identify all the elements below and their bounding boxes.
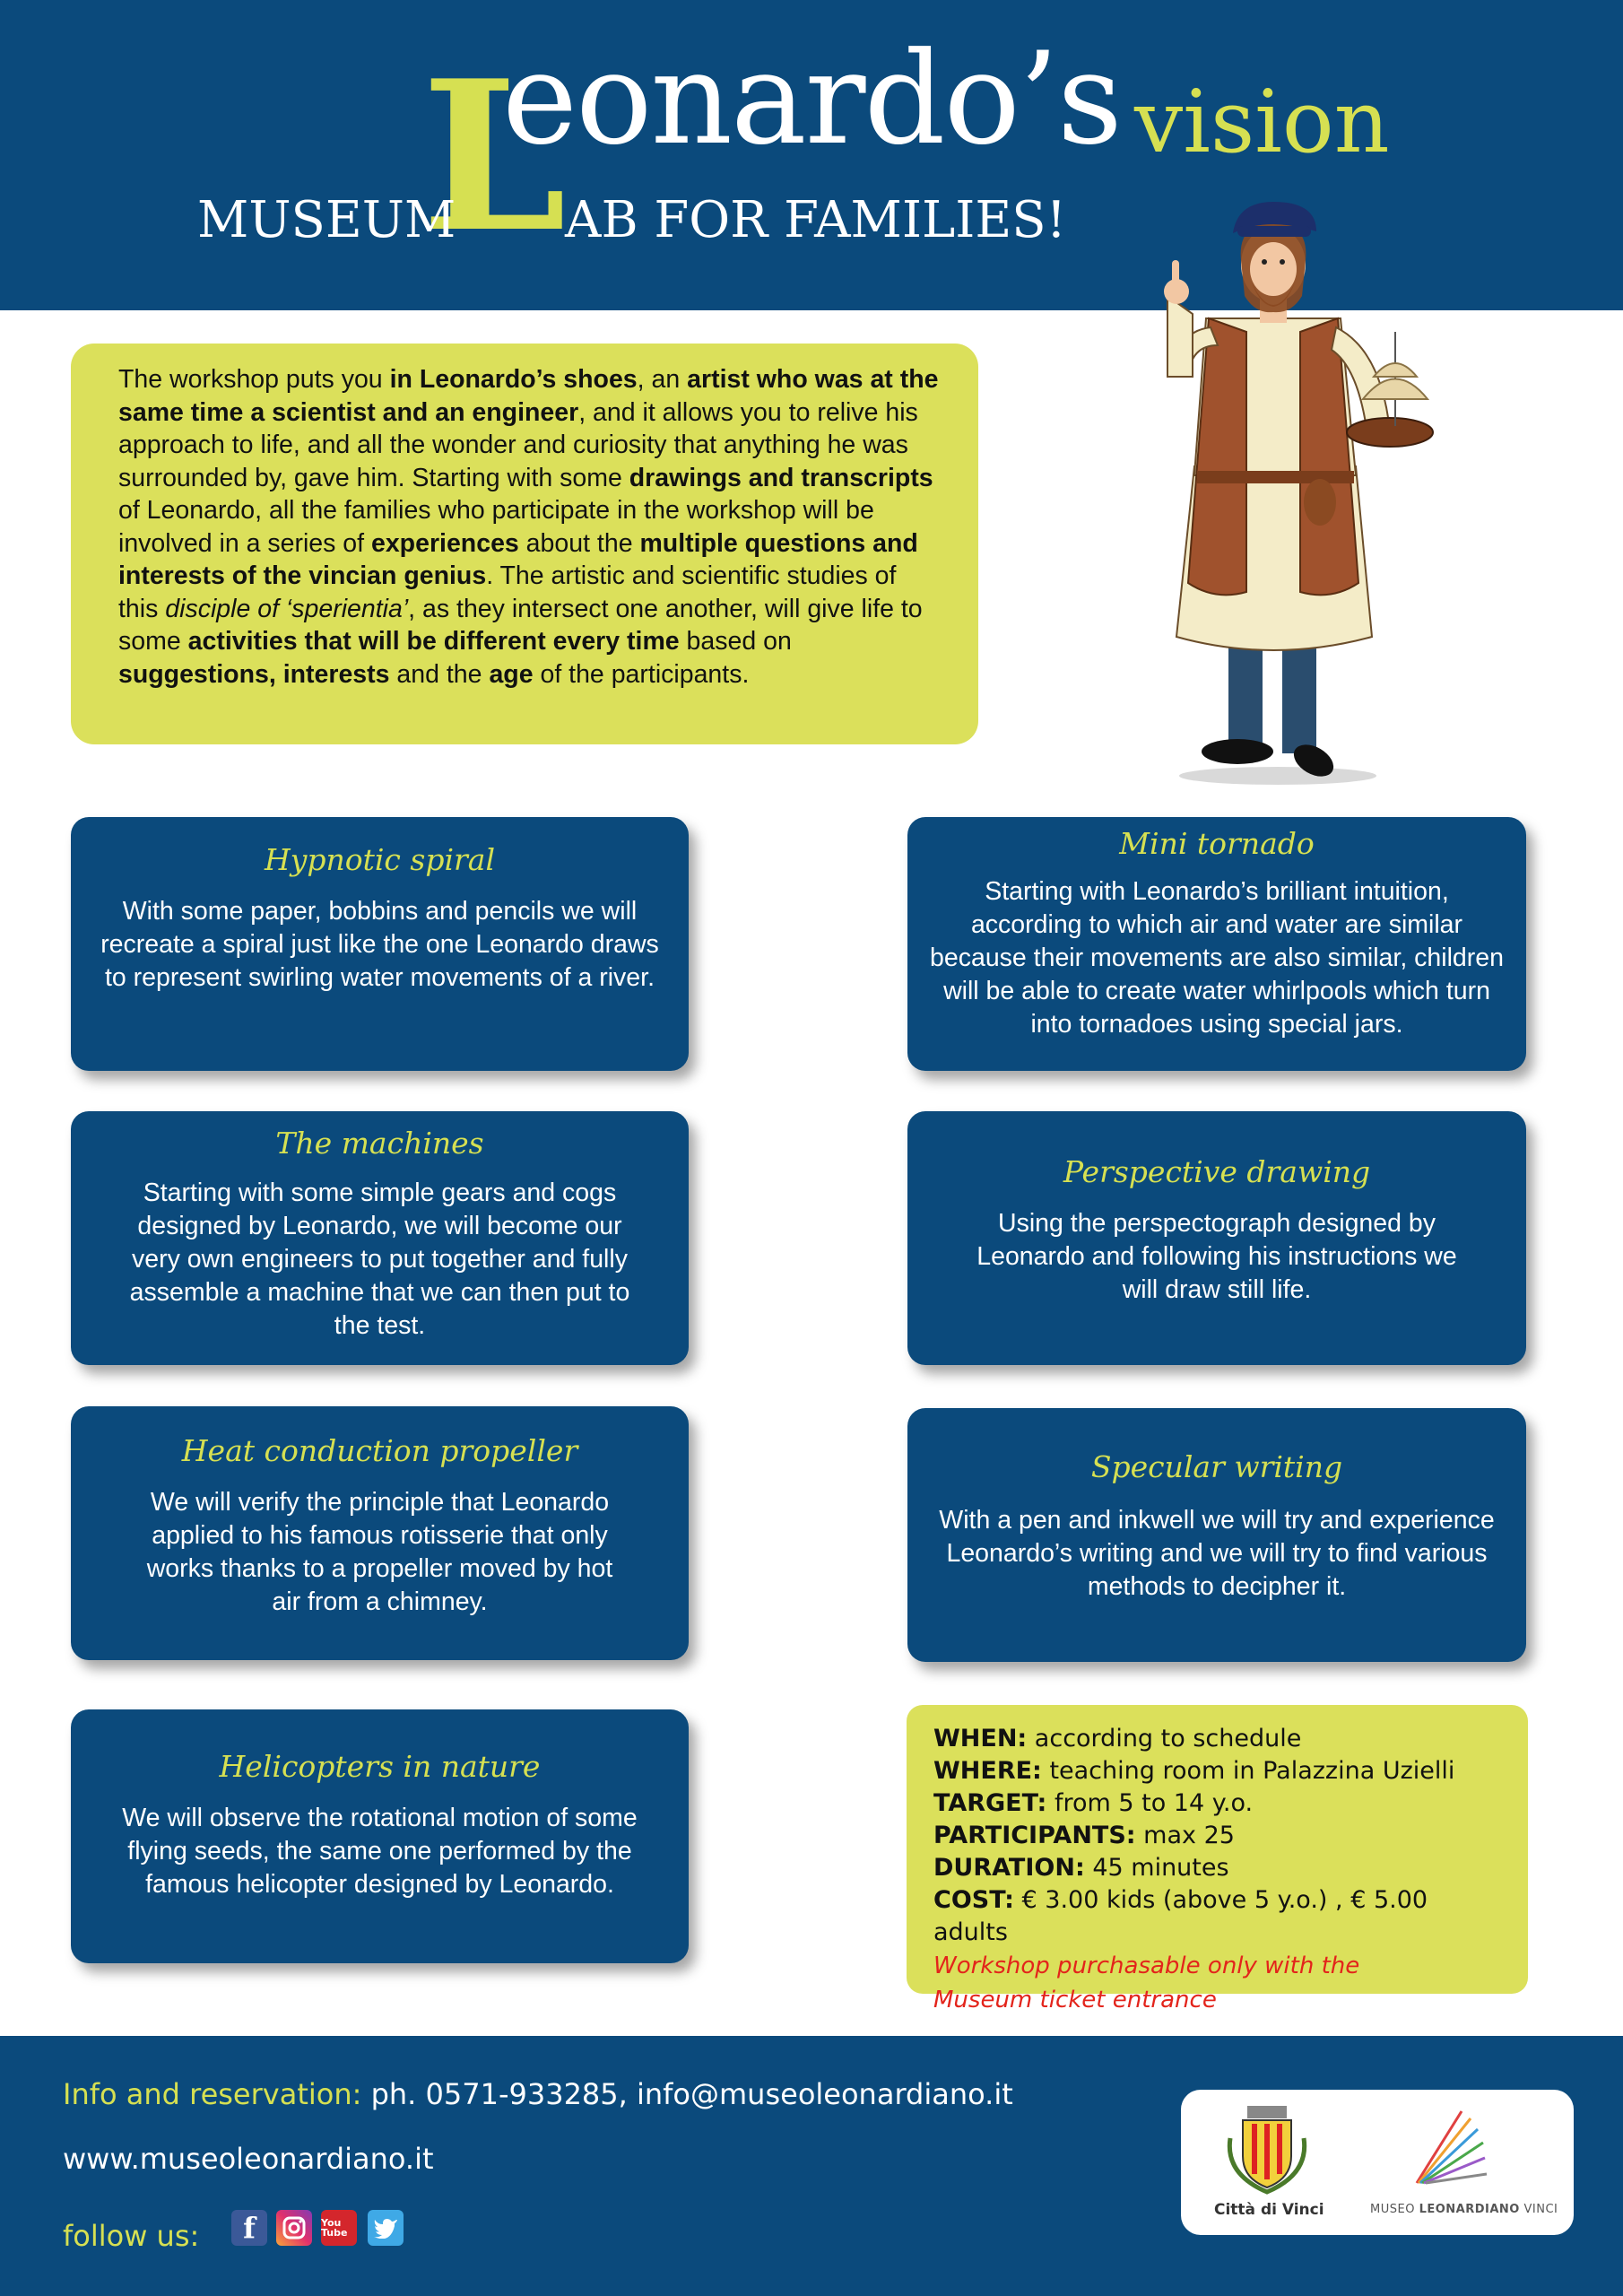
card-text: Starting with Leonardo’s brilliant intuition, according to which air and water are similar because their movements are also similar, children will be able to create water whirlpools which turn into tornadoes using special jars.: [930, 877, 1504, 1039]
info-label: TARGET:: [933, 1789, 1047, 1817]
intro-text: of the participants.: [533, 659, 750, 689]
leonardo-illustration: [1112, 197, 1453, 798]
info-value: from 5 to 14 y.o.: [1046, 1789, 1254, 1817]
card-title: Specular writing: [1090, 1449, 1343, 1484]
youtube-icon[interactable]: [321, 2210, 357, 2246]
title-vision: vision: [1134, 72, 1390, 172]
card-title: The machines: [275, 1126, 484, 1161]
info-label: DURATION:: [933, 1854, 1085, 1882]
info-cost: [933, 1884, 1501, 1949]
info-when: [933, 1723, 1501, 1755]
info-label: PARTICIPANTS:: [933, 1822, 1136, 1849]
footer-contact: [63, 2077, 1013, 2111]
intro-text: . The artistic and scientific studies of this: [118, 561, 897, 623]
info-participants: [933, 1820, 1501, 1852]
title-initial: L: [421, 36, 567, 278]
intro-text: and the: [389, 659, 490, 689]
card-perspective-drawing: [907, 1111, 1526, 1365]
intro-bold: suggestions, interests: [118, 659, 390, 689]
facebook-icon[interactable]: f: [231, 2210, 267, 2246]
intro-bold: multiple questions and interests of the vincian genius: [118, 528, 918, 590]
logo-text-part: VINCI: [1519, 2203, 1558, 2216]
card-the-machines: [71, 1111, 689, 1365]
info-target: [933, 1787, 1501, 1820]
card-text: We will verify the principle that Leonardo applied to his famous rotisserie that only works thanks to a propeller moved by hot air from a chimney.: [146, 1488, 613, 1616]
card-mini-tornado: [907, 817, 1526, 1071]
card-heat-conduction-propeller: [71, 1406, 689, 1660]
footer-contact-value[interactable]: ph. 0571-933285, info@museoleonardiano.it: [361, 2077, 1013, 2111]
info-duration: [933, 1852, 1501, 1884]
footer-follow-label: follow us:: [63, 2219, 200, 2253]
intro-bold: age: [489, 659, 534, 689]
card-title: Heat conduction propeller: [181, 1433, 578, 1468]
card-text: With a pen and inkwell we will try and experience Leonardo’s writing and we will try to find various methods to decipher it.: [939, 1506, 1495, 1601]
card-title: Hypnotic spiral: [264, 842, 496, 877]
card-hypnotic-spiral: [71, 817, 689, 1071]
subtitle-families: AB FOR FAMILIES!: [565, 191, 1067, 249]
museo-leonardiano-logo-text: [1370, 2203, 1558, 2216]
footer-website-link[interactable]: www.museoleonardiano.it: [63, 2142, 434, 2176]
info-value: max 25: [1135, 1822, 1235, 1849]
intro-text: of Leonardo, all the families who participate in the workshop will be involved in a series of: [118, 496, 874, 558]
info-label: WHERE:: [933, 1757, 1042, 1785]
card-text: With some paper, bobbins and pencils we will recreate a spiral just like the one Leonardo draws to represent swirling water movements of a river.: [100, 897, 659, 992]
intro-text: , and it allows you to relive his approach to life, and all the wonder and curiosity that anything he was surrounded by, gave him. Starting with some: [118, 397, 918, 492]
info-value: 45 minutes: [1084, 1854, 1229, 1882]
card-title: Helicopters in nature: [219, 1749, 541, 1784]
intro-text: about the: [518, 528, 640, 558]
intro-bold: drawings and transcripts: [629, 463, 933, 492]
card-text: Using the perspectograph designed by Leonardo and following his instructions we will draw still life.: [976, 1209, 1457, 1304]
museo-leonardiano-logo-icon: [1408, 2102, 1488, 2192]
info-label: WHEN:: [933, 1725, 1028, 1752]
intro-text: , an: [637, 365, 688, 394]
subtitle-museum: MUSEUM: [197, 191, 456, 249]
card-text: We will observe the rotational motion of some flying seeds, the same one performed by the famous helicopter designed by Leonardo.: [122, 1804, 638, 1899]
intro-italic: disciple of ‘sperientia’: [165, 594, 409, 623]
intro-bold: in Leonardo’s shoes: [389, 365, 638, 394]
info-where: [933, 1755, 1501, 1787]
card-specular-writing: [907, 1408, 1526, 1662]
footer-contact-label: Info and reservation:: [63, 2077, 362, 2111]
logo-text-part: MUSEO: [1370, 2203, 1419, 2216]
card-title: Perspective drawing: [1063, 1154, 1371, 1189]
workshop-info-box: [907, 1705, 1528, 2013]
info-note: Workshop purchasable only with the Museum ticket entrance: [933, 1952, 1360, 2013]
title-main: eonardo’s: [502, 25, 1121, 173]
citta-di-vinci-logo-text: Città di Vinci: [1214, 2201, 1324, 2219]
citta-di-vinci-crest-icon: [1218, 2102, 1316, 2196]
intro-description: [71, 344, 978, 744]
card-text: Starting with some simple gears and cogs designed by Leonardo, we will become our very own engineers to put together and fully assemble a machine that we can then put to the test.: [129, 1178, 630, 1340]
info-value: teaching room in Palazzina Uzielli: [1041, 1757, 1455, 1785]
intro-text: based on: [679, 627, 792, 656]
intro-bold: artist who was at the same time a scientist and an engineer: [118, 365, 939, 427]
intro-text: , as they intersect one another, will give life to some: [118, 594, 923, 656]
card-helicopters-in-nature: [71, 1709, 689, 1963]
info-value: € 3.00 kids (above 5 y.o.) , € 5.00 adults: [933, 1886, 1428, 1946]
logo-text-part: LEONARDIANO: [1419, 2203, 1520, 2216]
twitter-icon[interactable]: [368, 2210, 404, 2246]
info-label: COST:: [933, 1886, 1014, 1914]
intro-bold: experiences: [370, 528, 519, 558]
youtube-icon-label: You Tube: [321, 2217, 348, 2239]
instagram-icon[interactable]: [276, 2210, 312, 2246]
card-title: Mini tornado: [1119, 826, 1315, 861]
intro-bold: activities that will be different every time: [187, 627, 680, 656]
info-value: according to schedule: [1027, 1725, 1302, 1752]
intro-text: The workshop puts you: [118, 365, 390, 394]
